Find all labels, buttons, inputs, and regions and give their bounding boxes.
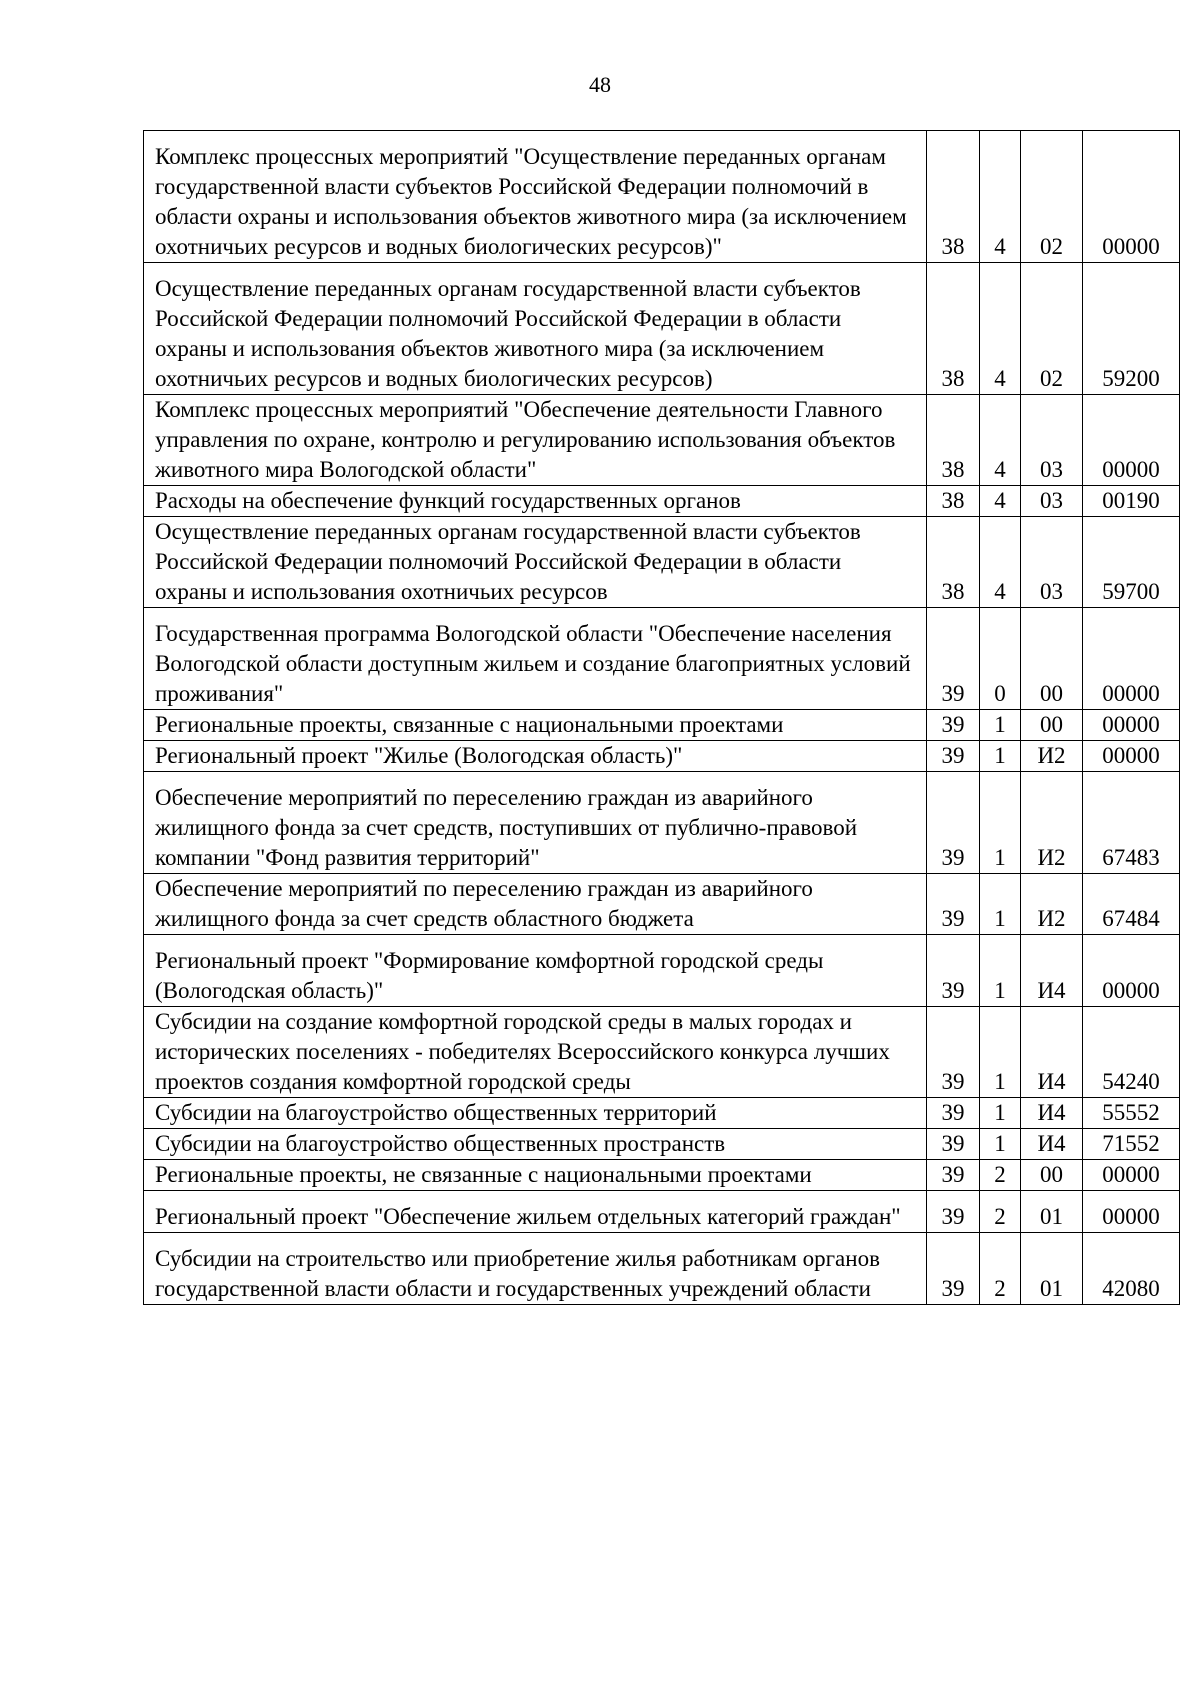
row-name-cell: Субсидии на создание комфортной городской среды в малых городах и исторических поселениях - победителях Всероссийского конкурса лучших проектов создания комфортной городской среды bbox=[144, 1007, 927, 1098]
code-cell-1: 39 bbox=[927, 874, 980, 935]
code-cell-4: 00190 bbox=[1083, 486, 1180, 517]
table-row bbox=[144, 395, 1180, 486]
table-row bbox=[144, 608, 1180, 710]
code-cell-1: 39 bbox=[927, 710, 980, 741]
code-cell-1: 38 bbox=[927, 263, 980, 395]
code-cell-2: 2 bbox=[980, 1233, 1021, 1305]
code-cell-4: 00000 bbox=[1083, 1160, 1180, 1191]
row-name-cell: Расходы на обеспечение функций государственных органов bbox=[144, 486, 927, 517]
code-cell-2: 1 bbox=[980, 935, 1021, 1007]
table-row bbox=[144, 263, 1180, 395]
row-name-cell: Субсидии на строительство или приобретение жилья работникам органов государственной власти области и государственных учреждений области bbox=[144, 1233, 927, 1305]
row-name-cell: Государственная программа Вологодской области "Обеспечение населения Вологодской области доступным жильем и создание благоприятных условий проживания" bbox=[144, 608, 927, 710]
code-cell-4: 00000 bbox=[1083, 608, 1180, 710]
row-name-cell: Комплекс процессных мероприятий "Обеспечение деятельности Главного управления по охране, контролю и регулированию использования объектов животного мира Вологодской области" bbox=[144, 395, 927, 486]
row-name-cell: Осуществление переданных органам государственной власти субъектов Российской Федерации полномочий Российской Федерации в области охраны и использования объектов животного мира (за исключением охотничьих ресурсов и водных биологических ресурсов) bbox=[144, 263, 927, 395]
code-cell-3: 02 bbox=[1021, 131, 1083, 263]
code-cell-2: 2 bbox=[980, 1191, 1021, 1233]
code-cell-2: 1 bbox=[980, 1098, 1021, 1129]
code-cell-3: 01 bbox=[1021, 1233, 1083, 1305]
table-row bbox=[144, 1129, 1180, 1160]
code-cell-1: 39 bbox=[927, 935, 980, 1007]
code-cell-3: И2 bbox=[1021, 874, 1083, 935]
code-cell-4: 00000 bbox=[1083, 710, 1180, 741]
code-cell-3: 01 bbox=[1021, 1191, 1083, 1233]
code-cell-4: 59700 bbox=[1083, 517, 1180, 608]
table-row bbox=[144, 486, 1180, 517]
budget-table-body bbox=[144, 131, 1180, 1305]
code-cell-3: 02 bbox=[1021, 263, 1083, 395]
row-name-cell: Региональный проект "Жилье (Вологодская область)" bbox=[144, 741, 927, 772]
row-name-cell: Субсидии на благоустройство общественных пространств bbox=[144, 1129, 927, 1160]
row-name-cell: Обеспечение мероприятий по переселению граждан из аварийного жилищного фонда за счет средств областного бюджета bbox=[144, 874, 927, 935]
code-cell-2: 1 bbox=[980, 772, 1021, 874]
table-row bbox=[144, 741, 1180, 772]
code-cell-2: 1 bbox=[980, 710, 1021, 741]
row-name-cell: Комплекс процессных мероприятий "Осуществление переданных органам государственной власти субъектов Российской Федерации полномочий в области охраны и использования объектов животного мира (за исключением охотничьих ресурсов и водных биологических ресурсов)" bbox=[144, 131, 927, 263]
code-cell-4: 42080 bbox=[1083, 1233, 1180, 1305]
code-cell-3: И4 bbox=[1021, 1007, 1083, 1098]
table-row bbox=[144, 935, 1180, 1007]
code-cell-2: 1 bbox=[980, 1007, 1021, 1098]
code-cell-1: 38 bbox=[927, 395, 980, 486]
row-name-cell: Обеспечение мероприятий по переселению граждан из аварийного жилищного фонда за счет средств, поступивших от публично-правовой компании "Фонд развития территорий" bbox=[144, 772, 927, 874]
code-cell-1: 39 bbox=[927, 1233, 980, 1305]
code-cell-3: 03 bbox=[1021, 517, 1083, 608]
code-cell-1: 38 bbox=[927, 131, 980, 263]
code-cell-1: 39 bbox=[927, 1191, 980, 1233]
code-cell-1: 39 bbox=[927, 741, 980, 772]
code-cell-4: 00000 bbox=[1083, 935, 1180, 1007]
code-cell-2: 4 bbox=[980, 486, 1021, 517]
code-cell-2: 4 bbox=[980, 263, 1021, 395]
code-cell-2: 4 bbox=[980, 395, 1021, 486]
code-cell-1: 39 bbox=[927, 608, 980, 710]
page-number: 48 bbox=[589, 72, 611, 97]
code-cell-1: 38 bbox=[927, 486, 980, 517]
code-cell-3: И2 bbox=[1021, 772, 1083, 874]
code-cell-3: 00 bbox=[1021, 1160, 1083, 1191]
code-cell-2: 1 bbox=[980, 874, 1021, 935]
code-cell-3: 03 bbox=[1021, 486, 1083, 517]
code-cell-4: 59200 bbox=[1083, 263, 1180, 395]
table-row bbox=[144, 874, 1180, 935]
row-name-cell: Осуществление переданных органам государственной власти субъектов Российской Федерации полномочий Российской Федерации в области охраны и использования охотничьих ресурсов bbox=[144, 517, 927, 608]
row-name-cell: Региональные проекты, связанные с национальными проектами bbox=[144, 710, 927, 741]
code-cell-2: 0 bbox=[980, 608, 1021, 710]
table-row bbox=[144, 131, 1180, 263]
code-cell-4: 54240 bbox=[1083, 1007, 1180, 1098]
code-cell-1: 39 bbox=[927, 1160, 980, 1191]
code-cell-1: 39 bbox=[927, 1129, 980, 1160]
row-name-cell: Региональный проект "Формирование комфортной городской среды (Вологодская область)" bbox=[144, 935, 927, 1007]
code-cell-4: 00000 bbox=[1083, 741, 1180, 772]
code-cell-1: 39 bbox=[927, 1007, 980, 1098]
code-cell-1: 39 bbox=[927, 772, 980, 874]
code-cell-1: 39 bbox=[927, 1098, 980, 1129]
code-cell-4: 71552 bbox=[1083, 1129, 1180, 1160]
table-row bbox=[144, 1098, 1180, 1129]
code-cell-3: И4 bbox=[1021, 935, 1083, 1007]
code-cell-1: 38 bbox=[927, 517, 980, 608]
budget-table bbox=[143, 130, 1180, 1305]
code-cell-4: 00000 bbox=[1083, 395, 1180, 486]
row-name-cell: Региональный проект "Обеспечение жильем отдельных категорий граждан" bbox=[144, 1191, 927, 1233]
code-cell-4: 00000 bbox=[1083, 131, 1180, 263]
code-cell-2: 1 bbox=[980, 1129, 1021, 1160]
code-cell-2: 4 bbox=[980, 517, 1021, 608]
table-row bbox=[144, 1233, 1180, 1305]
code-cell-4: 67484 bbox=[1083, 874, 1180, 935]
code-cell-2: 4 bbox=[980, 131, 1021, 263]
table-row bbox=[144, 1007, 1180, 1098]
code-cell-2: 1 bbox=[980, 741, 1021, 772]
code-cell-4: 55552 bbox=[1083, 1098, 1180, 1129]
code-cell-3: И2 bbox=[1021, 741, 1083, 772]
code-cell-3: 03 bbox=[1021, 395, 1083, 486]
table-row bbox=[144, 772, 1180, 874]
table-row bbox=[144, 1191, 1180, 1233]
table-row bbox=[144, 710, 1180, 741]
code-cell-4: 67483 bbox=[1083, 772, 1180, 874]
code-cell-3: И4 bbox=[1021, 1098, 1083, 1129]
row-name-cell: Субсидии на благоустройство общественных территорий bbox=[144, 1098, 927, 1129]
code-cell-2: 2 bbox=[980, 1160, 1021, 1191]
table-row bbox=[144, 517, 1180, 608]
code-cell-4: 00000 bbox=[1083, 1191, 1180, 1233]
table-row bbox=[144, 1160, 1180, 1191]
code-cell-3: 00 bbox=[1021, 710, 1083, 741]
code-cell-3: И4 bbox=[1021, 1129, 1083, 1160]
code-cell-3: 00 bbox=[1021, 608, 1083, 710]
row-name-cell: Региональные проекты, не связанные с национальными проектами bbox=[144, 1160, 927, 1191]
